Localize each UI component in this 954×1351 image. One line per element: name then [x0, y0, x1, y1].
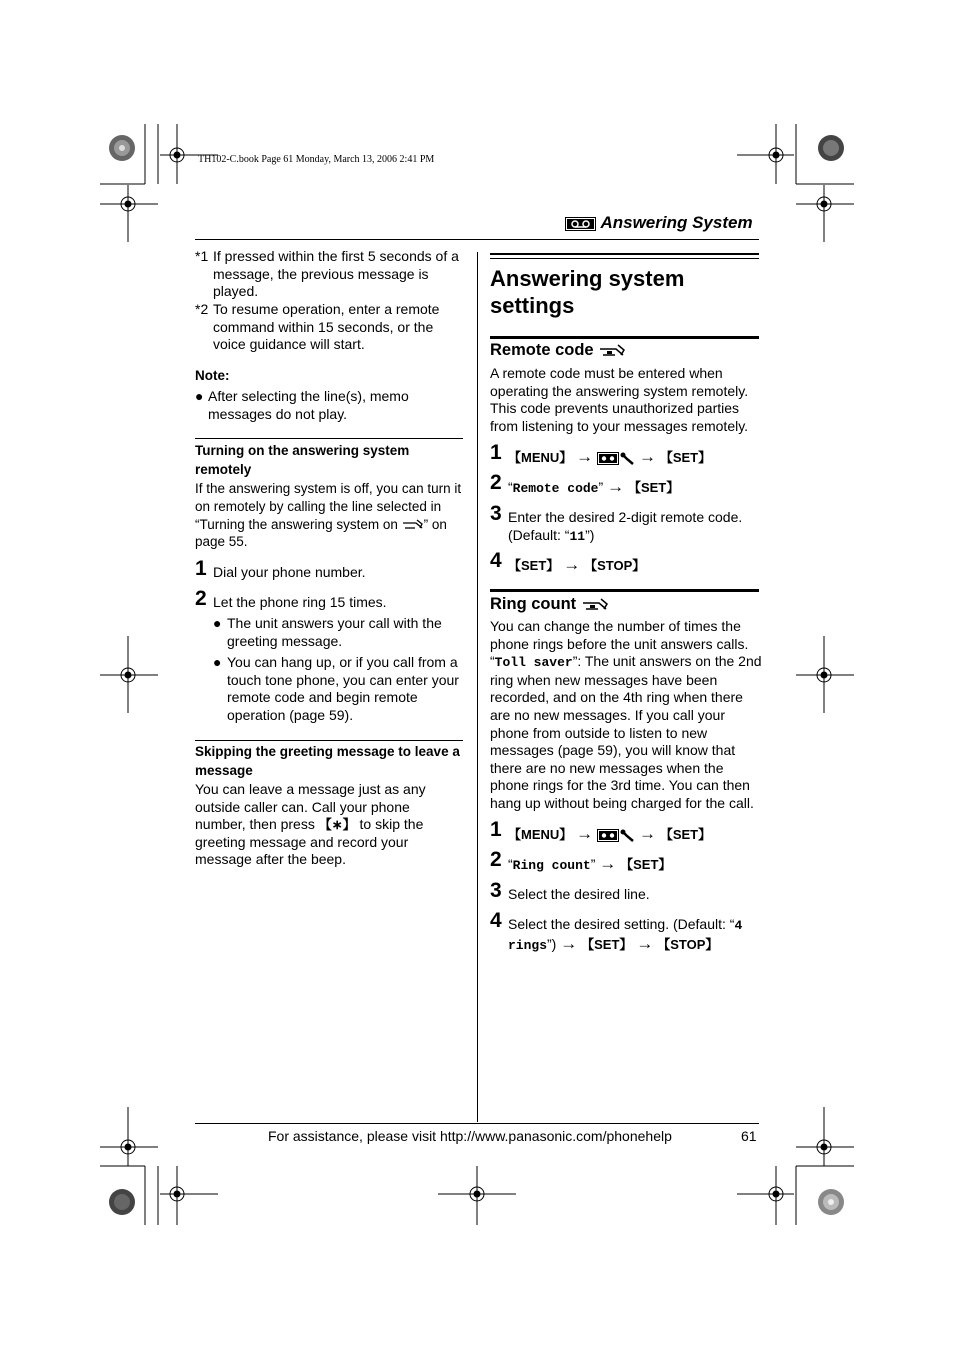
bullet-dot: ●: [213, 654, 222, 670]
footnote-mark-1: *1: [195, 248, 209, 264]
set-key: 【SET】: [620, 857, 672, 872]
answering-settings-icon: [597, 829, 635, 842]
footnote-mark-2: *2: [195, 301, 209, 317]
footnote-1: If pressed within the first 5 seconds of a message, the previous message is played.: [213, 248, 459, 300]
ring-count-step-4: [508, 916, 763, 954]
ring-count-step-2: [508, 855, 671, 875]
arrow: →: [576, 824, 594, 843]
ring-count-step-3: Select the desired line.: [508, 886, 650, 902]
arrow: →: [638, 447, 656, 466]
set-key: 【SET】: [627, 480, 680, 495]
bullet-text: You can hang up, or if you call from a touch tone phone, you can enter your remote code and begin remote operation (page 59).: [227, 654, 459, 723]
ring-count-intro-text: You can change the number of times the phone rings before the unit answers calls.: [490, 618, 749, 652]
ring-count-intro: [490, 618, 762, 813]
answering-on-icon: [402, 519, 424, 531]
quote: ”): [547, 935, 557, 952]
section-rule: [195, 740, 463, 741]
ring-count-title: Ring count: [490, 595, 577, 613]
arrow: →: [638, 824, 656, 843]
step-number: 1: [195, 557, 207, 580]
note-label: Note:: [195, 368, 230, 383]
stop-key: 【STOP】: [584, 558, 646, 573]
book-header: TH102-C.book Page 61 Monday, March 13, 2006 2:41 PM: [198, 154, 435, 165]
skip-greeting-text-end: to skip the greeting message and record your message after the beep.: [195, 816, 424, 868]
running-header: [565, 213, 753, 233]
answering-settings-icon: [597, 452, 635, 465]
quote: “: [508, 479, 513, 495]
title-rule: [490, 253, 759, 255]
section-rule: [490, 336, 759, 339]
skip-greeting-body: [195, 781, 455, 869]
running-header-title: Answering System: [600, 213, 753, 232]
answering-system-icon: [565, 217, 596, 231]
arrow: →: [599, 854, 617, 873]
remote-on-heading: Turning on the answering system remotely: [195, 443, 410, 477]
menu-item-remote-code: Remote code: [512, 481, 599, 496]
star-key: 【∗】: [318, 817, 356, 833]
step-number: 2: [490, 848, 502, 871]
column-divider: [477, 252, 478, 1122]
step-text: Enter the desired 2-digit remote code.: [508, 509, 743, 525]
footer-rule: [195, 1123, 759, 1124]
default-text: (Default: “: [508, 526, 570, 543]
section-rule: [195, 438, 463, 439]
arrow: →: [563, 555, 581, 574]
remote-on-body-text: If the answering system is off, you can turn it on remotely by calling the line selected in “Turning the answering system on: [195, 481, 462, 532]
ring-count-step-1: [508, 825, 711, 844]
remote-code-step-1: [508, 448, 711, 467]
arrow: →: [607, 477, 625, 496]
step-number: 3: [490, 502, 502, 525]
phone-setting-icon: [598, 343, 626, 359]
remote-code-step-3: [508, 509, 763, 545]
step-number: 4: [490, 549, 502, 572]
ring-count-intro-text-2: ”: The unit answers on the 2nd ring when new messages have been recorded, and on the 4th ring when there are no new messages. If you call your phone from outside to listen to new messages (page 59), you will know that there are no new messages when the phone rings for the 3rd time. You can then hang up without being charged for the call.: [490, 653, 762, 811]
step-text: Dial your phone number.: [213, 564, 366, 580]
remote-on-body: [195, 480, 463, 551]
bullet-dot: ●: [213, 615, 222, 631]
set-key: 【SET】: [659, 827, 712, 842]
remote-code-step-2: [508, 478, 679, 498]
skip-greeting-heading: Skipping the greeting message to leave a message: [195, 744, 460, 778]
step-number: 1: [490, 441, 502, 464]
skip-greeting-text: You can leave a message just as any outside caller can. Call your phone number, then press: [195, 781, 426, 833]
page-number: 61: [741, 1128, 757, 1144]
step-number: 2: [490, 471, 502, 494]
default-code: 11: [569, 528, 586, 544]
footnote-2: To resume operation, enter a remote command within 15 seconds, or the voice guidance will start.: [213, 301, 440, 353]
step-text: Let the phone ring 15 times.: [213, 594, 387, 610]
ring-count-heading: [490, 595, 609, 614]
remote-code-title: Remote code: [490, 341, 594, 359]
bullet-text: The unit answers your call with the greeting message.: [227, 615, 442, 649]
quote: “: [490, 653, 495, 670]
menu-item-ring-count: Ring count: [512, 858, 591, 873]
title-rule: [490, 258, 759, 259]
set-key: 【SET】: [659, 450, 712, 465]
quote: “: [508, 856, 513, 872]
set-key: 【SET】: [508, 558, 560, 573]
step-text: Select the desired setting. (Default: “: [508, 916, 735, 932]
default-code: 4: [734, 918, 743, 933]
menu-key: 【MENU】: [508, 827, 573, 842]
quote: ”: [590, 856, 596, 872]
remote-on-body-end: ” on page 55.: [195, 516, 447, 550]
header-rule: [195, 239, 759, 240]
step-number: 4: [490, 909, 502, 932]
note-text: After selecting the line(s), memo messages do not play.: [208, 388, 409, 422]
set-key: 【SET】: [581, 936, 633, 952]
default-text-end: ”): [585, 526, 595, 543]
phone-setting-icon: [581, 597, 609, 613]
remote-code-step-4: [508, 556, 645, 575]
arrow: →: [636, 933, 654, 953]
step-number: 3: [490, 879, 502, 902]
menu-key: 【MENU】: [508, 450, 573, 465]
page-title: Answering system settings: [490, 266, 685, 318]
remote-code-heading: [490, 341, 626, 360]
arrow: →: [576, 447, 594, 466]
footer-text: For assistance, please visit http://www.panasonic.com/phonehelp: [268, 1128, 672, 1144]
arrow: →: [560, 933, 578, 953]
stop-key: 【STOP】: [657, 936, 719, 952]
section-rule: [490, 589, 759, 592]
quote: ”: [598, 479, 604, 495]
default-code: rings: [508, 937, 548, 953]
toll-saver-code: Toll saver: [494, 655, 573, 671]
step-number: 1: [490, 818, 502, 841]
step-number: 2: [195, 587, 207, 610]
remote-code-intro: A remote code must be entered when operating the answering system remotely. This code prevents unauthorized parties from listening to your messages remotely.: [490, 365, 749, 434]
bullet-dot: ●: [195, 388, 204, 404]
